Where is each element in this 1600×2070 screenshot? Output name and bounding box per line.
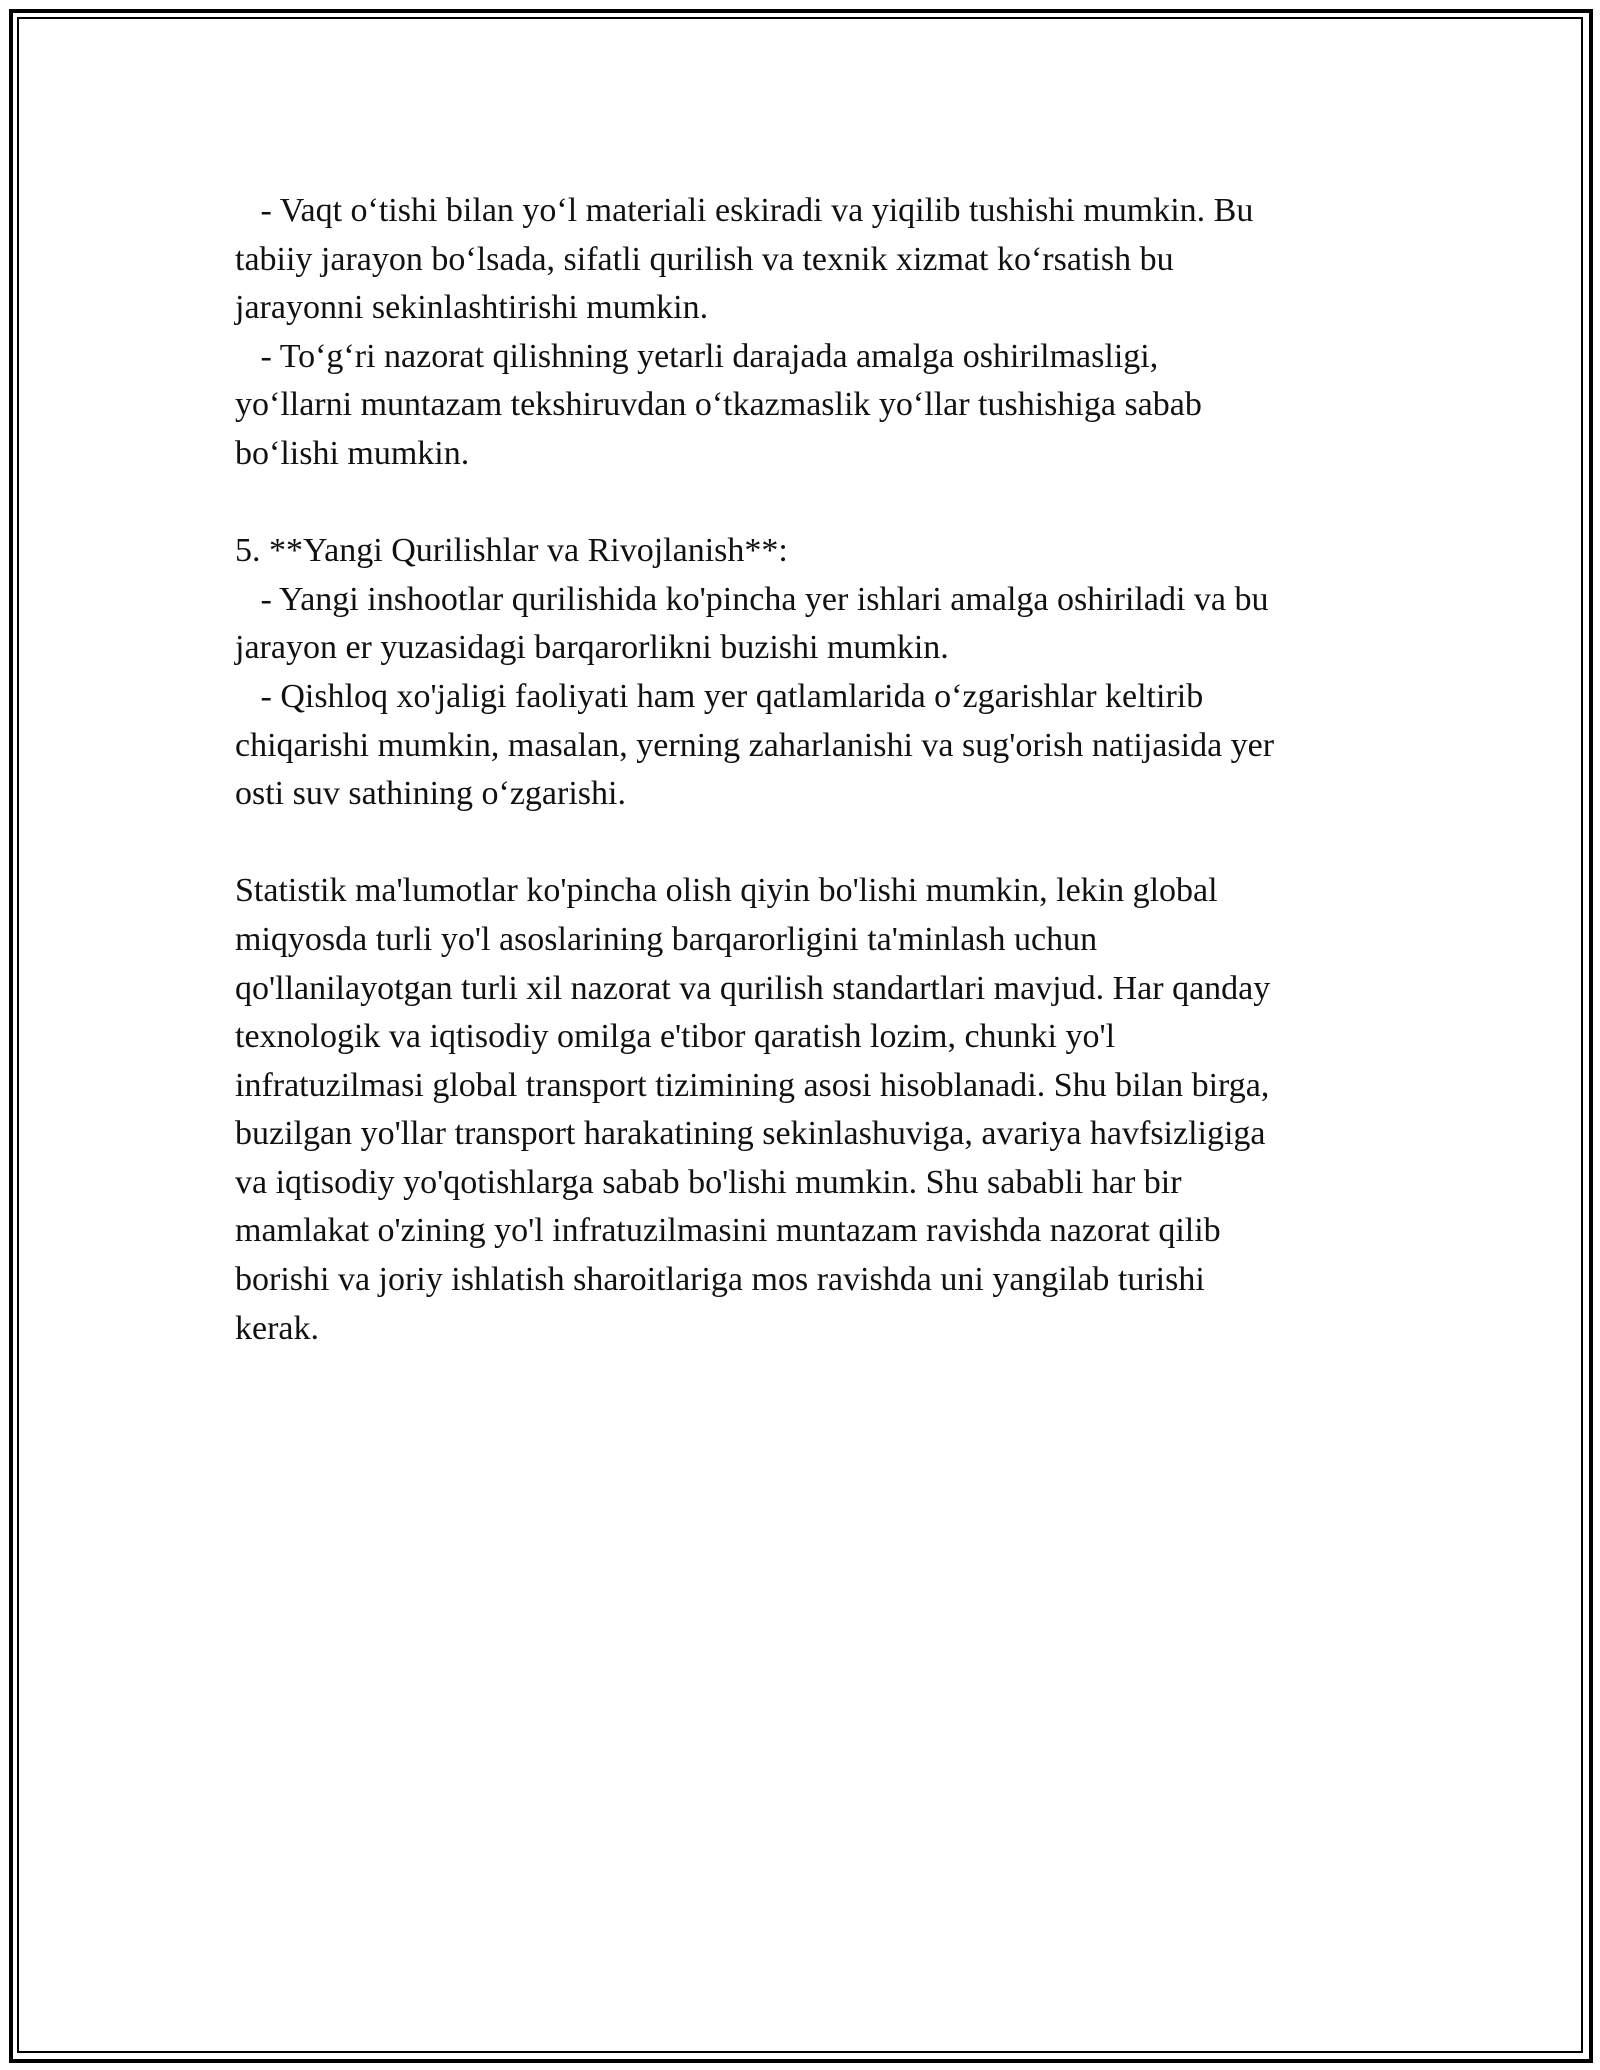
text-line: yo‘llarni muntazam tekshiruvdan o‘tkazmaslik yo‘llar tushishiga sabab bbox=[235, 386, 1202, 424]
text-line: tabiiy jarayon bo‘lsada, sifatli qurilish va texnik xizmat ko‘rsatish bu bbox=[235, 240, 1174, 278]
text-line: jarayonni sekinlashtirishi mumkin. bbox=[235, 289, 709, 327]
text-line: kerak. bbox=[235, 1309, 320, 1347]
text-line: chiqarishi mumkin, masalan, yerning zaharlanishi va sug'orish natijasida yer bbox=[235, 726, 1275, 764]
text-line: jarayon er yuzasidagi barqarorlikni buzishi mumkin. bbox=[235, 629, 949, 667]
text-line: bo‘lishi mumkin. bbox=[235, 434, 470, 472]
text-line: - Qishloq xo'jaligi faoliyati ham yer qatlamlarida o‘zgarishlar keltirib bbox=[235, 677, 1204, 715]
text-line: - Yangi inshootlar qurilishida ko'pincha yer ishlari amalga oshiriladi va bu bbox=[235, 580, 1269, 618]
text-line: - Vaqt o‘tishi bilan yo‘l materiali eskiradi va yiqilib tushishi mumkin. Bu bbox=[235, 192, 1254, 229]
text-line: Statistik ma'lumotlar ko'pincha olish qiyin bo'lishi mumkin, lekin global bbox=[235, 872, 1218, 910]
paragraph-road-aging bbox=[235, 187, 1365, 479]
paragraph-statistics-conclusion bbox=[235, 867, 1365, 1353]
text-line: mamlakat o'zining yo'l infratuzilmasini muntazam ravishda nazorat qilib bbox=[235, 1212, 1221, 1250]
text-line: infratuzilmasi global transport tizimining asosi hisoblanadi. Shu bilan birga, bbox=[235, 1066, 1270, 1104]
paragraph-spacer bbox=[235, 819, 1365, 868]
document-body bbox=[235, 187, 1365, 1353]
text-line: qo'llanilayotgan turli xil nazorat va qurilish standartlari mavjud. Har qanday bbox=[235, 969, 1271, 1007]
text-line: - To‘g‘ri nazorat qilishning yetarli darajada amalga oshirilmasligi, bbox=[235, 337, 1159, 375]
section-heading: 5. **Yangi Qurilishlar va Rivojlanish**: bbox=[235, 532, 788, 570]
paragraph-spacer bbox=[235, 479, 1365, 528]
text-line: va iqtisodiy yo'qotishlarga sabab bo'lishi mumkin. Shu sababli har bir bbox=[235, 1163, 1182, 1201]
text-line: borishi va joriy ishlatish sharoitlariga mos ravishda uni yangilab turishi bbox=[235, 1261, 1205, 1299]
text-line: miqyosda turli yo'l asoslarining barqarorligini ta'minlash uchun bbox=[235, 920, 1098, 958]
text-line: texnologik va iqtisodiy omilga e'tibor qaratish lozim, chunki yo'l bbox=[235, 1018, 1116, 1056]
text-line: osti suv sathining o‘zgarishi. bbox=[235, 775, 626, 813]
paragraph-new-construction bbox=[235, 527, 1365, 819]
text-line: buzilgan yo'llar transport harakatining sekinlashuviga, avariya havfsizligiga bbox=[235, 1115, 1266, 1153]
